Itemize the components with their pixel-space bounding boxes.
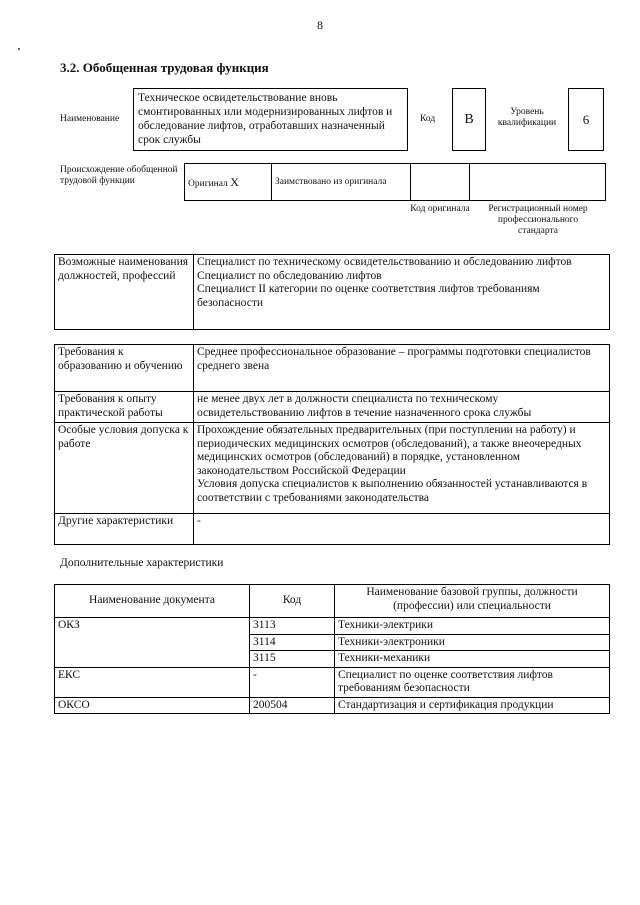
positions-cell: [194, 255, 610, 330]
admission-cell: [194, 423, 610, 514]
table-row: [55, 392, 610, 423]
doc-cell: ОКЗ: [55, 618, 250, 668]
table-row: [55, 345, 610, 392]
name-value: Техническое освидетельствование вновь смонтированных или модернизированных лифтов и обследование лифтов, отработавших назначенный срок службы: [138, 92, 393, 146]
original-mark: X: [230, 175, 239, 189]
code-label: Код: [420, 114, 436, 124]
experience-value: не менее двух лет в должности специалиста по техническому освидетельствованию лифтов в течение назначенного срока службы: [194, 392, 610, 423]
level-label: Уровень квалификации: [497, 107, 557, 128]
reg-number-box: [469, 163, 606, 201]
name-value-box: [133, 88, 408, 151]
borrowed-box: [271, 163, 411, 201]
code-value: В: [464, 111, 474, 127]
original-label: Оригинал: [188, 179, 228, 189]
table-header-row: [55, 585, 610, 618]
name-cell: Техники-механики: [335, 651, 610, 668]
code-cell: 3114: [250, 634, 335, 651]
code-cell: 3115: [250, 651, 335, 668]
admission-value: Прохождение обязательных предварительных (при поступлении на работу) и периодических медицинских осмотров (обследований), а также внеочередных медицинских осмотров (обследований) в порядке, установленном законодательством Российской Федерации: [197, 424, 582, 477]
code-cell: -: [250, 667, 335, 697]
experience-label: Требования к опыту практической работы: [55, 392, 194, 423]
table-row: [55, 514, 610, 545]
level-value-box: [568, 88, 604, 151]
table-row: [55, 697, 610, 714]
origin-label: Происхождение обобщенной трудовой функции: [60, 165, 178, 186]
code-original-box: [410, 163, 470, 201]
page-number: 8: [317, 18, 323, 32]
position-item: Специалист по техническому освидетельствованию и обследованию лифтов: [197, 256, 572, 268]
education-label: Требования к образованию и обучению: [55, 345, 194, 392]
table-row: [55, 423, 610, 514]
admission-value-2: Условия допуска специалистов к выполнению обязанностей устанавливаются в соответствии с требованиями законодательства: [197, 478, 588, 504]
additional-table: [54, 584, 610, 714]
code-cell: 3113: [250, 618, 335, 635]
header-code: Код: [250, 585, 335, 618]
education-value: Среднее профессиональное образование – программы подготовки специалистов среднего звена: [194, 345, 610, 392]
other-label: Другие характеристики: [55, 514, 194, 545]
name-cell: Специалист по оценке соответствия лифтов требованиям безопасности: [335, 667, 610, 697]
reg-number-label: Регистрационный номер профессионального стандарта: [488, 204, 588, 236]
name-cell: Техники-электроники: [335, 634, 610, 651]
table-row: [55, 618, 610, 635]
doc-cell: ОКСО: [55, 697, 250, 714]
positions-label: Возможные наименования должностей, профессий: [55, 255, 194, 330]
code-original-label: Код оригинала: [410, 204, 470, 214]
code-value-box: [452, 88, 486, 151]
name-cell: Стандартизация и сертификация продукции: [335, 697, 610, 714]
section-title: 3.2. Обобщенная трудовая функция: [60, 60, 269, 75]
other-value: -: [194, 514, 610, 545]
borrowed-label: Заимствовано из оригинала: [275, 177, 387, 187]
doc-cell: ЕКС: [55, 667, 250, 697]
position-item: Специалист II категории по оценке соответствия лифтов требованиям безопасности: [197, 283, 540, 309]
header-name: Наименование базовой группы, должности (профессии) или специальности: [335, 585, 610, 618]
name-cell: Техники-электрики: [335, 618, 610, 635]
table-row: [55, 667, 610, 697]
header-document: Наименование документа: [55, 585, 250, 618]
original-box: [184, 163, 272, 201]
position-item: Специалист по обследованию лифтов: [197, 269, 382, 282]
additional-title: Дополнительные характеристики: [60, 557, 224, 569]
level-value: 6: [582, 111, 590, 127]
scan-speck: [18, 48, 20, 50]
positions-table: [54, 254, 610, 330]
requirements-table: [54, 344, 610, 545]
name-label: Наименование: [60, 114, 120, 124]
admission-label: Особые условия допуска к работе: [55, 423, 194, 514]
code-cell: 200504: [250, 697, 335, 714]
